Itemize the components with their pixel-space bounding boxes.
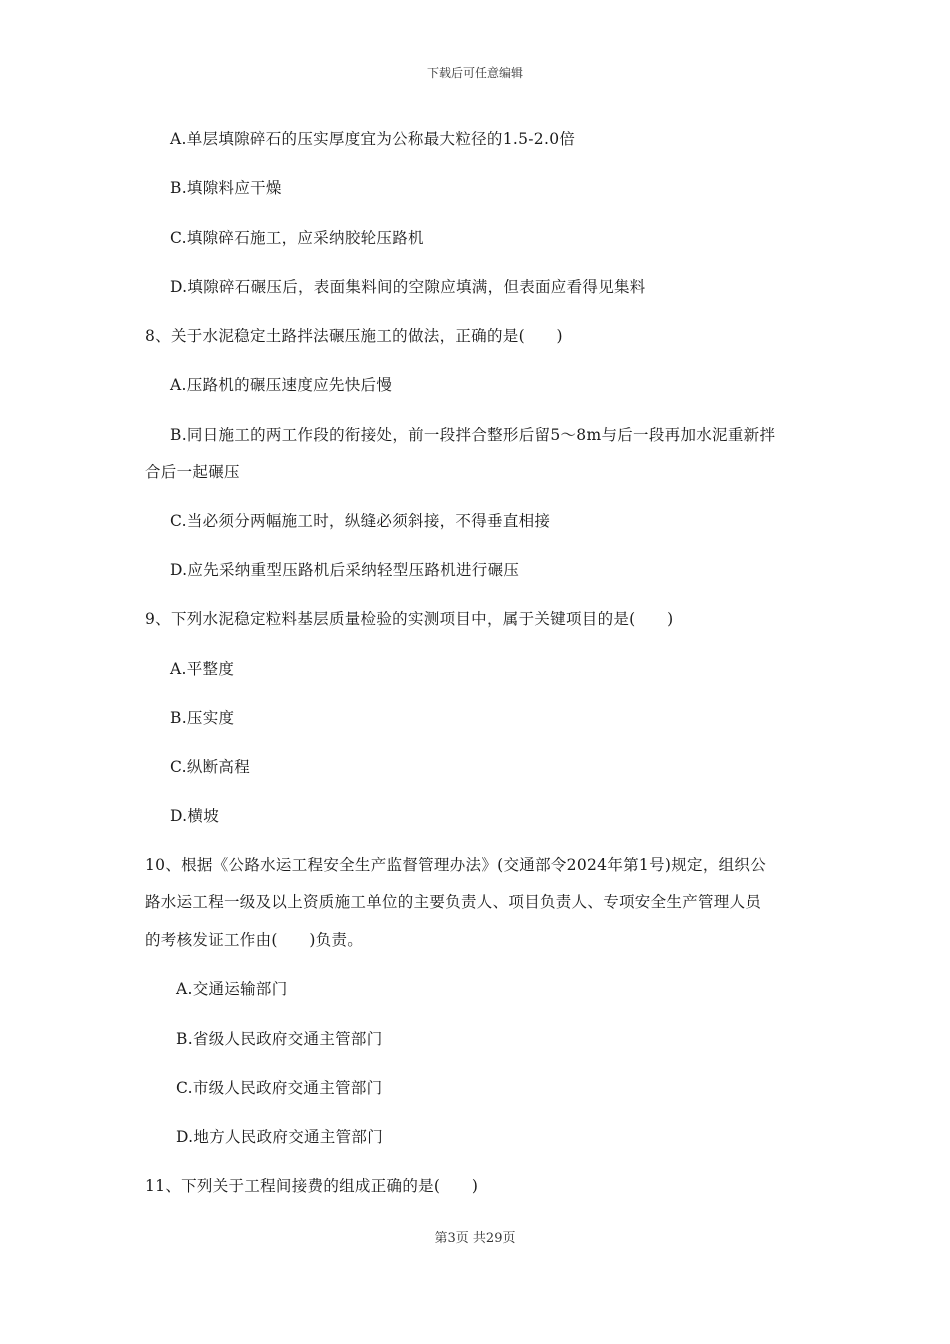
- q7-option-c: C.填隙碎石施工，应采纳胶轮压路机: [170, 229, 424, 247]
- q9-option-b: B.压实度: [170, 709, 235, 727]
- q9-option-c: C.纵断高程: [170, 758, 251, 776]
- q8-option-d: D.应先采纳重型压路机后采纳轻型压路机进行碾压: [170, 561, 520, 579]
- q10-option-b: B.省级人民政府交通主管部门: [176, 1030, 383, 1048]
- q8-option-c: C.当必须分两幅施工时，纵缝必须斜接，不得垂直相接: [170, 512, 551, 530]
- q10-stem-line1: 10、根据《公路水运工程安全生产监督管理办法》(交通部令2024年第1号)规定，组织公: [145, 856, 767, 874]
- page-footer: 第3页 共29页: [434, 1231, 516, 1246]
- q8-option-a: A.压路机的碾压速度应先快后慢: [170, 376, 393, 394]
- q10-option-c: C.市级人民政府交通主管部门: [176, 1079, 383, 1097]
- q10-stem-line2: 路水运工程一级及以上资质施工单位的主要负责人、项目负责人、专项安全生产管理人员: [145, 893, 762, 911]
- page-header: 下载后可任意编辑: [426, 66, 523, 80]
- q8-option-b-continued: 合后一起碾压: [145, 463, 240, 481]
- q9-option-d: D.横坡: [170, 807, 220, 825]
- q7-option-d: D.填隙碎石碾压后，表面集料间的空隙应填满，但表面应看得见集料: [170, 278, 646, 296]
- q7-option-b: B.填隙料应干燥: [170, 179, 282, 197]
- q10-stem-line3: 的考核发证工作由( )负责。: [145, 931, 364, 949]
- q9-stem: 9、下列水泥稳定粒料基层质量检验的实测项目中，属于关键项目的是( ): [145, 610, 674, 628]
- q10-option-a: A.交通运输部门: [176, 980, 288, 998]
- q7-option-a: A.单层填隙碎石的压实厚度宜为公称最大粒径的1.5-2.0倍: [170, 130, 576, 148]
- q11-stem: 11、下列关于工程间接费的组成正确的是( ): [145, 1177, 479, 1195]
- q10-option-d: D.地方人民政府交通主管部门: [176, 1128, 384, 1146]
- q8-stem: 8、关于水泥稳定土路拌法碾压施工的做法，正确的是( ): [145, 327, 563, 345]
- q9-option-a: A.平整度: [170, 660, 235, 678]
- q8-option-b: B.同日施工的两工作段的衔接处，前一段拌合整形后留5～8m与后一段再加水泥重新拌: [170, 426, 776, 444]
